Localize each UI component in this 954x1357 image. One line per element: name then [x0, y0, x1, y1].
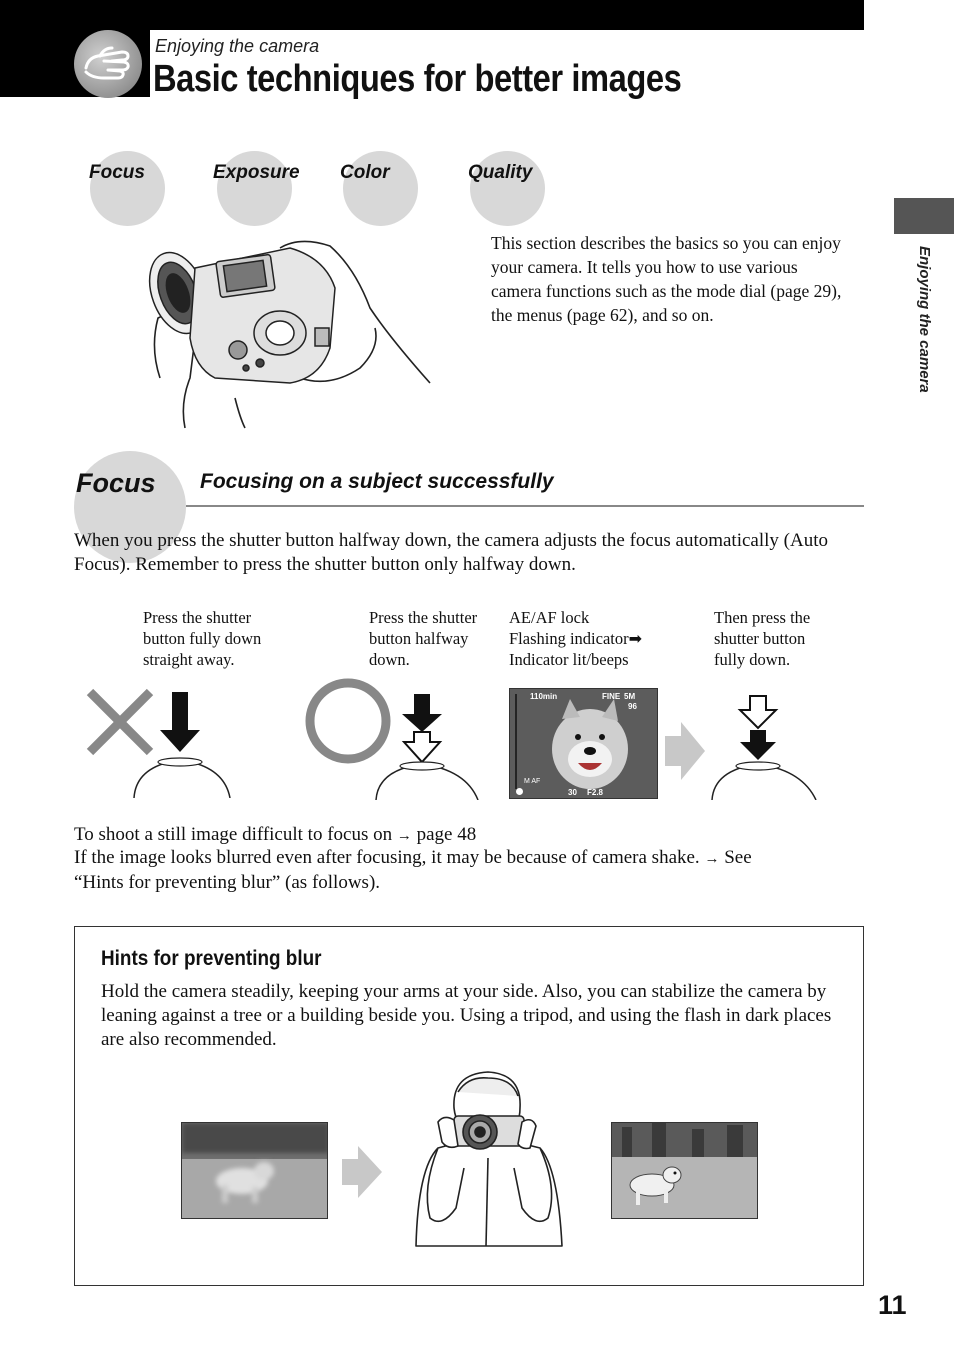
note-text: To shoot a still image difficult to focus on: [74, 824, 393, 845]
down-arrow-icon: [740, 730, 776, 760]
lcd-screen-preview: [509, 688, 658, 799]
caption-line: [509, 628, 642, 649]
focus-section-subtitle: Focusing on a subject successfully: [200, 470, 554, 493]
caption-line: fully down.: [714, 650, 791, 669]
caption-line: Press the shutter: [369, 608, 478, 627]
sharp-photo: [611, 1122, 758, 1219]
note-camera-shake: [74, 846, 854, 895]
caption-ae-af-lock: [509, 607, 642, 670]
blurred-dog-image: [182, 1123, 328, 1219]
page-reference-link[interactable]: page 48: [416, 824, 477, 845]
down-arrow-icon: [160, 692, 200, 752]
caption-text: Flashing indicator: [509, 629, 629, 648]
lcd-battery: 110min: [530, 692, 558, 701]
shutter-halfway-illustration: [302, 676, 492, 800]
caption-line: down.: [369, 650, 410, 669]
side-tab-marker: [894, 198, 954, 234]
caption-halfway: [369, 607, 477, 670]
hints-paragraph: Hold the camera steadily, keeping your arms at your side. Also, you can stabilize the camera by leaning against a tree or a building beside you. Using a tripod, and using the flash in dark places are also recommended.: [101, 981, 832, 1050]
side-tab-label: Enjoying the camera: [916, 246, 933, 393]
right-arrow-icon: ➡: [628, 629, 643, 648]
hints-reference-link[interactable]: “Hints for preventing blur” (as follows).: [74, 872, 381, 893]
down-arrow-outline-icon: [404, 732, 440, 762]
header-bar: [0, 0, 864, 30]
see-reference: See: [724, 847, 752, 868]
camera-in-hands-illustration: [140, 228, 440, 433]
topic-label-quality: Quality: [468, 162, 533, 183]
caption-line: Press the shutter: [143, 608, 252, 627]
next-step-arrow-icon: [342, 1146, 382, 1198]
blurred-photo: [181, 1122, 328, 1219]
topic-label-exposure: Exposure: [213, 162, 300, 183]
lcd-mode: M AF: [524, 778, 541, 785]
topic-label-color: Color: [340, 162, 390, 183]
caption-line: straight away.: [143, 650, 235, 669]
caption-line: button fully down: [143, 629, 262, 648]
caption-line: button halfway: [369, 629, 469, 648]
caption-line: Indicator lit/beeps: [509, 650, 629, 669]
shutter-full-illustration: [708, 694, 820, 800]
note-difficult-focus: [74, 823, 476, 848]
caption-line: AE/AF lock: [509, 608, 590, 627]
focus-paragraph: When you press the shutter button halfway down, the camera adjusts the focus automatically (Auto Focus). Remember to press the shutter button only halfway down.: [74, 530, 828, 575]
section-divider: [186, 505, 864, 507]
focus-section-label: Focus: [76, 468, 156, 498]
next-step-arrow-icon: [665, 722, 705, 780]
page-title: Basic techniques for better images: [153, 58, 682, 100]
shutter-full-wrong-illustration: [84, 686, 244, 798]
cross-icon: [90, 692, 150, 752]
topic-label-focus: Focus: [89, 162, 145, 183]
caption-line: shutter button: [714, 629, 806, 648]
af-indicator-dot: [516, 788, 523, 795]
hints-title: Hints for preventing blur: [101, 947, 322, 970]
page-number: 11: [878, 1290, 907, 1320]
arrow-right-icon: →: [704, 851, 720, 867]
note-text: If the image looks blurred even after focusing, it may be because of camera shake.: [74, 847, 700, 868]
down-arrow-icon: [402, 694, 442, 732]
intro-paragraph: This section describes the basics so you can enjoy your camera. It tells you how to use various camera functions such as the mode dial (page 29), the menus (page 62), and so on.: [491, 233, 842, 325]
lcd-image-size: 5M: [624, 692, 636, 701]
down-arrow-outline-icon: [740, 696, 776, 728]
caption-line: Then press the: [714, 608, 811, 627]
sharp-dog-image: [612, 1123, 758, 1219]
caption-wrong: [143, 607, 261, 670]
photographer-illustration: [408, 1068, 570, 1250]
lcd-shutter-speed: 30: [568, 788, 577, 797]
ring-icon: [310, 683, 386, 759]
lcd-quality: FINE: [602, 692, 621, 701]
caption-full: [714, 607, 810, 670]
section-kicker: Enjoying the camera: [155, 36, 320, 56]
lcd-aperture: F2.8: [587, 788, 604, 797]
pointing-hand-icon: [74, 30, 142, 98]
lcd-shot-count: 96: [628, 702, 637, 711]
arrow-right-icon: →: [396, 828, 412, 844]
